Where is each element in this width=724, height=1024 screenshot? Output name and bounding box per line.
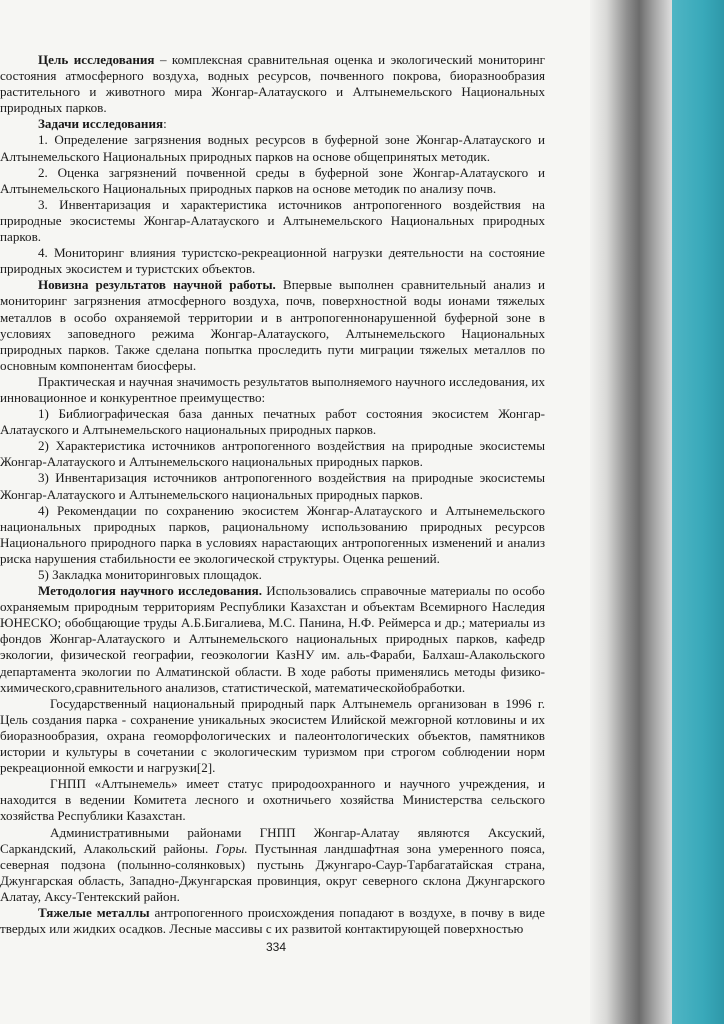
- paragraph-park-info: Государственный национальный природный парк Алтынемель организован в 1996 г. Цель создания парка - сохранение уникальных экосистем Илийской межгорной котловины и их биоразнообразия, охрана геоморфологических и палеонтологических объектов, памятников истории и культуры в сочетании с экологическим туризмом при строгом соблюдении норм рекреационной емкости и нагрузки[2].: [0, 695, 545, 776]
- significance-item: 2) Характеристика источников антропогенного воздействия на природные экосистемы Жонгар-Алатауского и Алтынемельского национальных природных парков.: [0, 438, 545, 470]
- task-item: 1. Определение загрязнения водных ресурсов в буферной зоне Жонгар-Алатауского и Алтынемельского Национальных природных парков на основе общепринятых методик.: [0, 132, 545, 164]
- task-item: 4. Мониторинг влияния туристско-рекреационной нагрузки деятельности на состояние природных экосистем и туристских объектов.: [0, 245, 545, 277]
- paragraph-park-status: ГНПП «Алтынемель» имеет статус природоохранного и научного учреждения, и находится в ведении Комитета лесного и охотничьего хозяйства Министерства сельского хозяйства Республики Казахстан.: [0, 776, 545, 824]
- task-item: 3. Инвентаризация и характеристика источников антропогенного воздействия на природные экосистемы Жонгар-Алатауского и Алтынемельского Национальных природных парков.: [0, 196, 545, 245]
- novelty-heading: Новизна результатов научной работы.: [38, 277, 276, 293]
- task-item: 2. Оценка загрязнений почвенной среды в буферной зоне Жонгар-Алатауского и Алтынемельского Национальных природных парков на основе методик по анализу почв.: [0, 164, 545, 196]
- significance-item: 4) Рекомендации по сохранению экосистем Жонгар-Алатауского и Алтынемельского национальных природных парков, рациональному использованию природных ресурсов Национального природного парка в условиях нарастающих антропогенных изменений и анализ риска нарушения стабильности ее экологической структуры. Оценка решений.: [0, 502, 545, 566]
- document-text: [0, 52, 545, 937]
- paragraph-districts: Административными районами ГНПП Жонгар-Алатау являются Аксуский, Саркандский, Алакольский районы. Горы. Пустынная ландшафтная зона умеренного пояса, северная подзона (полынно-солянковых) пустынь Джунгаро-Саур-Тарбагатайская страна, Джунгарская область, Западно-Джунгарская провинция, округ северного склона Джунгарского Алатау, Аксу-Тентекский район.: [0, 824, 545, 904]
- significance-item: 1) Библиографическая база данных печатных работ состояния экосистем Жонгар-Алатауского и Алтынемельского национальных природных парков.: [0, 406, 545, 438]
- scan-shadow: [590, 0, 672, 1024]
- paragraph-novelty: Новизна результатов научной работы. Впервые выполнен сравнительный анализ и мониторинг загрязнения атмосферного воздуха, почв, поверхностной воды ионами тяжелых металлов в особо охраняемой территории и в антропогеннонарушенной буферной зоне в условиях заповедного режима Жонгар-Алатауского, Алтынемельского Национальных природных парков. Также сделана попытка проследить пути миграции тяжелых металлов по основным компонентам биосферы.: [0, 277, 545, 373]
- tasks-heading-line: Задачи исследования:: [38, 116, 167, 132]
- goal-heading: Цель исследования: [38, 52, 155, 67]
- methodology-heading: Методология научного исследования.: [38, 583, 263, 599]
- significance-item: 3) Инвентаризация источников антропогенного воздействия на природные экосистемы Жонгар-Алатауского и Алтынемельского национальных природных парков.: [0, 470, 545, 502]
- paragraph-methodology: Методология научного исследования. Использовались справочные материалы по особо охраняемым природным территориям Республики Казахстан и объектам Всемирного Наследия ЮНЕСКО; обобщающие труды А.Б.Бигалиева, М.С. Панина, Н.Ф. Реймерса и др.; материалы из фондов Жонгар-Алатауского и Алтынемельского национальных природных парков, кафедр экологии, физической географии, геоэкологии КазНУ им. аль-Фараби, Балхаш-Алакольского департамента экологии по Алматинской области. В ходе работы применялись методы физико-химического,сравнительного анализов, статистической, математическойобработки.: [0, 583, 545, 695]
- paragraph-significance: Практическая и научная значимость результатов выполняемого научного исследования, их инновационное и конкурентное преимущество:: [0, 373, 545, 405]
- heavy-metals-heading: Тяжелые металлы: [38, 904, 150, 920]
- paragraph-goal: Цель исследования – комплексная сравнительная оценка и экологический мониторинг состояния атмосферного воздуха, водных ресурсов, почвенного покрова, биоразнообразия растительного и животного мира Жонгар-Алатауского и Алтынемельского Национальных природных парков.: [0, 52, 545, 116]
- mountains-label: Горы.: [215, 840, 248, 856]
- binder-edge: [672, 0, 724, 1024]
- tasks-heading: Задачи исследования: [38, 116, 164, 132]
- page-number: 334: [266, 940, 287, 954]
- significance-item: 5) Закладка мониторинговых площадок.: [38, 567, 262, 582]
- paragraph-heavy-metals: Тяжелые металлы антропогенного происхождения попадают в воздухе, в почву в виде твердых или жидких осадков. Лесные массивы с их развитой контактирующей поверхностью: [0, 904, 545, 937]
